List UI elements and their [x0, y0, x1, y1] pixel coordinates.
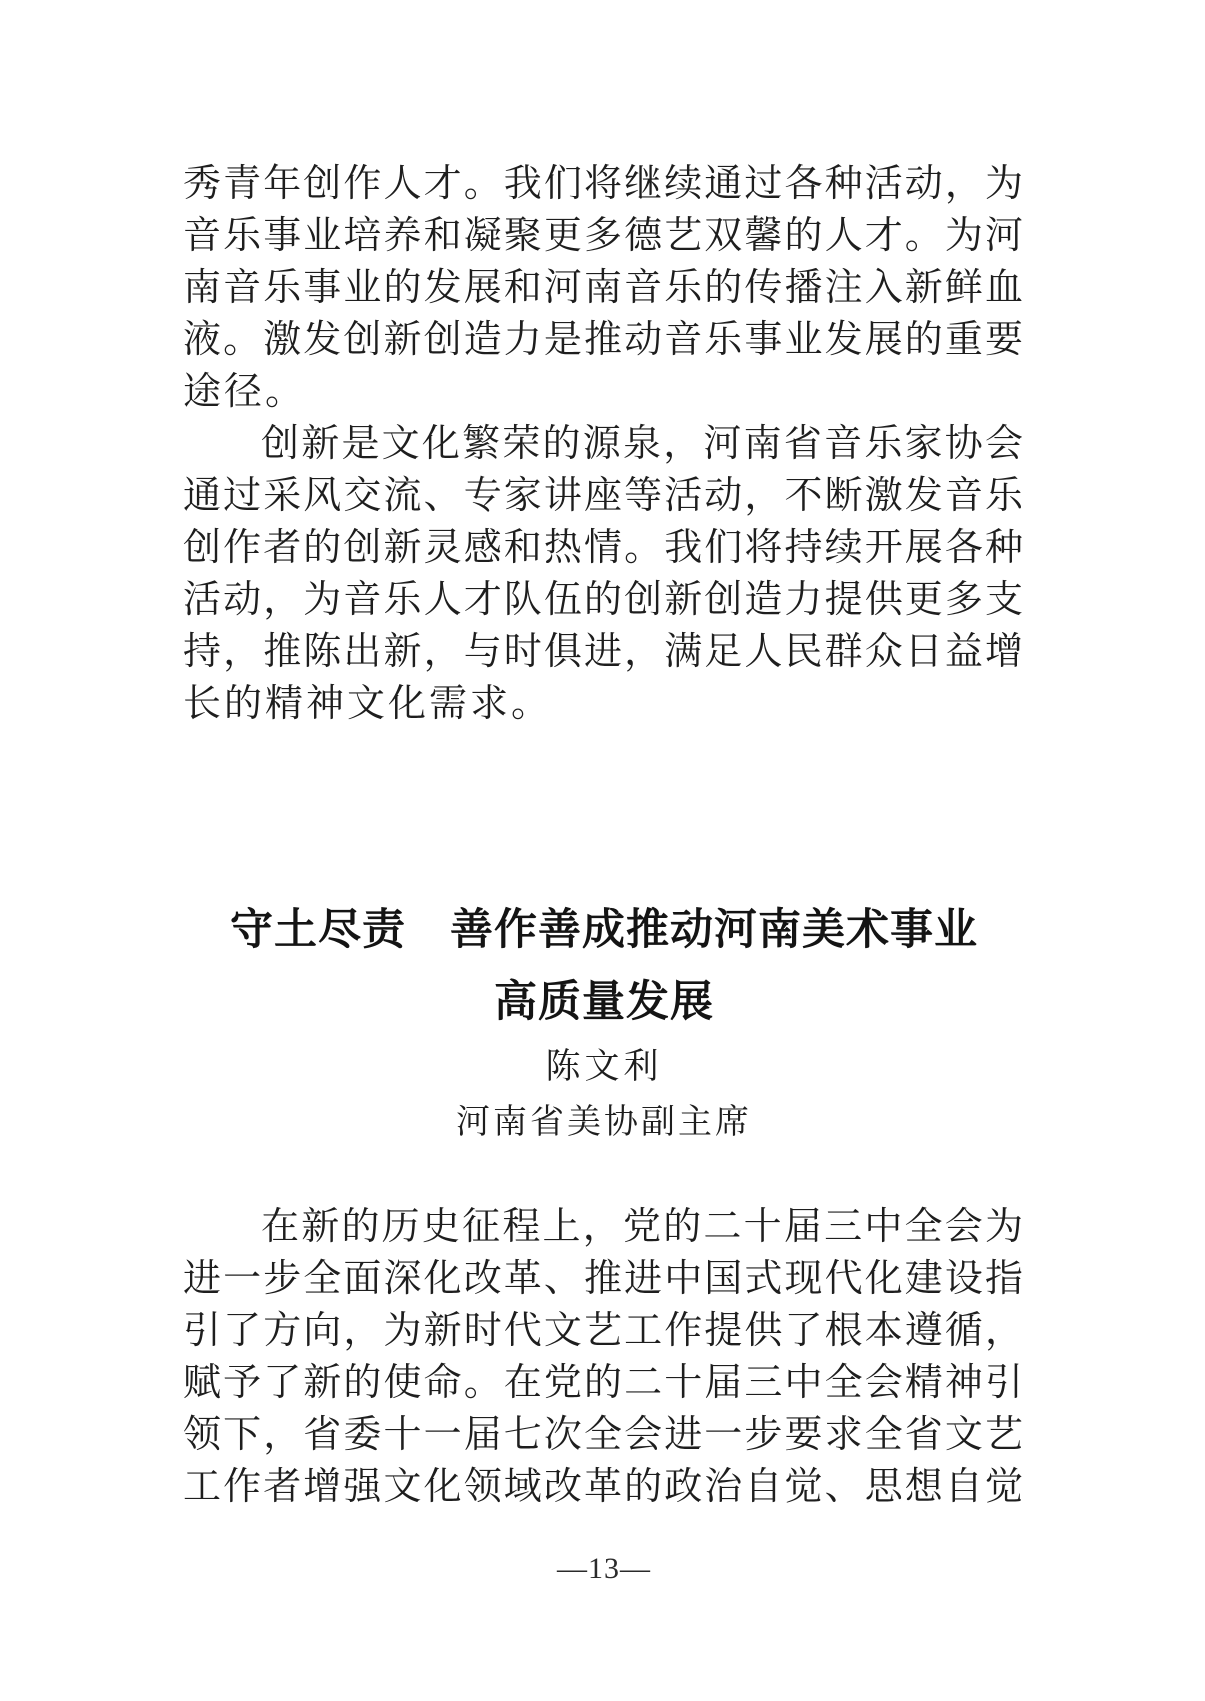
article-title	[183, 895, 1025, 1039]
text-line: 进一步全面深化改革、推进中国式现代化建设指	[183, 1258, 1025, 1300]
continuation-paragraph	[183, 158, 1025, 418]
text-line: 创作者的创新灵感和热情。我们将持续开展各种	[183, 527, 1025, 569]
text-line: 活动，为音乐人才队伍的创新创造力提供更多支	[183, 579, 1025, 621]
body-column	[183, 158, 1025, 1589]
article-title-line-2: 高质量发展	[494, 979, 714, 1026]
article-author-title: 河南省美协副主席	[456, 1104, 752, 1141]
text-line: 南音乐事业的发展和河南音乐的传播注入新鲜血	[183, 267, 1025, 309]
text-line: 通过采风交流、专家讲座等活动，不断激发音乐	[183, 475, 1025, 517]
text-line: 赋予了新的使命。在党的二十届三中全会精神引	[183, 1362, 1025, 1404]
text-line: 音乐事业培养和凝聚更多德艺双馨的人才。为河	[183, 215, 1025, 257]
text-line: 领下，省委十一届七次全会进一步要求全省文艺	[183, 1414, 1025, 1456]
text-line: 长的精神文化需求。	[183, 683, 553, 725]
text-line: 在新的历史征程上，党的二十届三中全会为	[261, 1206, 1025, 1248]
text-line: 途径。	[183, 371, 307, 413]
page-number: —13—	[557, 1552, 651, 1585]
article-author: 陈文利	[545, 1047, 663, 1086]
innovation-paragraph	[183, 418, 1025, 730]
text-line: 创新是文化繁荣的源泉，河南省音乐家协会	[261, 423, 1025, 465]
text-line: 引了方向，为新时代文艺工作提供了根本遵循，	[183, 1310, 1025, 1352]
text-line: 秀青年创作人才。我们将继续通过各种活动，为	[183, 163, 1025, 205]
text-line: 液。激发创新创造力是推动音乐事业发展的重要	[183, 319, 1025, 361]
text-line: 持，推陈出新，与时俱进，满足人民群众日益增	[183, 631, 1025, 673]
article-title-line-1: 守土尽责 善作善成推动河南美术事业	[230, 907, 978, 954]
opening-paragraph	[183, 1201, 1025, 1513]
text-line: 工作者增强文化领域改革的政治自觉、思想自觉	[183, 1466, 1025, 1508]
